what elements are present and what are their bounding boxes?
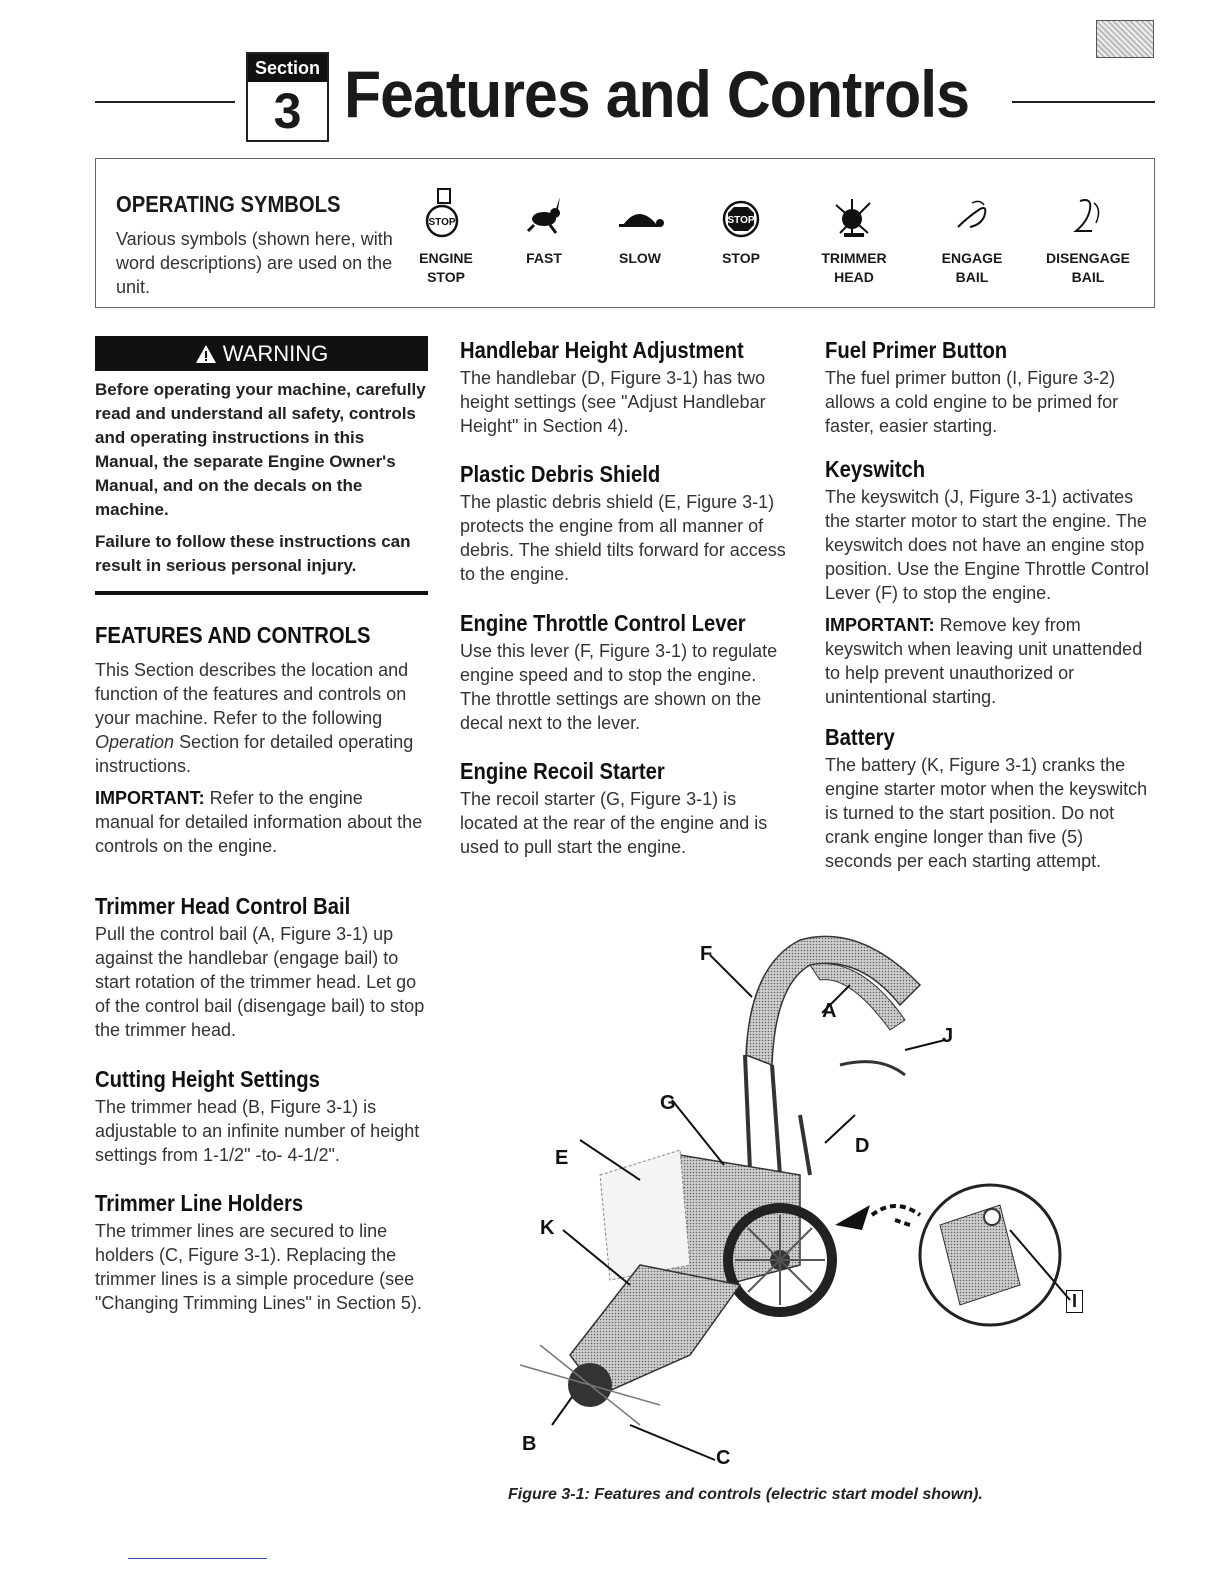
battery-text: The battery (K, Figure 3-1) cranks the engine starter motor when the keyswitch is turned to the start position. Do not crank engine longer than five (5) seconds per each starting attempt.: [825, 755, 1148, 871]
engage-bail-icon: [950, 187, 994, 243]
symbol-caption-line1: DISENGAGE: [1045, 250, 1130, 266]
svg-text:STOP: STOP: [428, 217, 456, 228]
section-number: 3: [273, 83, 302, 139]
page-title: Features and Controls: [344, 57, 970, 131]
stop-icon: [719, 187, 763, 243]
features-intro-text-a: This Section describes the location and function of the features and controls on your machine. Refer to the following: [95, 660, 409, 728]
features-intro-text-b: Section for detailed operating instructions.: [95, 732, 414, 776]
features-intro-emphasis: Operation: [95, 732, 175, 752]
features-heading: FEATURES AND CONTROLS: [95, 622, 371, 648]
trimmer-head-icon: [830, 187, 878, 243]
trimmer-line-holders-title: Trimmer Line Holders: [95, 1190, 304, 1216]
warning-header: [95, 336, 428, 371]
symbol-caption-line1: TRIMMER: [821, 250, 887, 266]
turtle-icon: [615, 187, 665, 243]
handlebar-height-title: Handlebar Height Adjustment: [460, 337, 744, 363]
section-badge: [246, 52, 329, 142]
callout-f: F: [700, 943, 713, 965]
callout-e: E: [555, 1147, 569, 1169]
warning-paragraph-1: Before operating your machine, carefully read and understand all safety, controls and operating instructions in this Manual, the separate Engine Owner's Manual, and on the decals on the machine.: [95, 380, 426, 519]
throttle-lever-title: Engine Throttle Control Lever: [460, 610, 746, 636]
operating-symbols-description: Various symbols (shown here, with word descriptions) are used on the unit.: [116, 229, 393, 297]
operating-symbols-title: OPERATING SYMBOLS: [116, 191, 341, 217]
trimmer-head-control-bail-title: Trimmer Head Control Bail: [95, 893, 351, 919]
symbol-caption-line1: ENGAGE: [941, 250, 1003, 266]
battery-title: Battery: [825, 724, 895, 750]
symbol-engine-stop: [396, 187, 496, 287]
trimmer-head-control-bail-text: Pull the control bail (A, Figure 3-1) up against the handlebar (engage bail) to start rotation of the trimmer head. Let go of the control bail (disengage bail) to stop the trimmer head.: [95, 924, 425, 1040]
symbol-caption-line2: HEAD: [834, 269, 874, 285]
trimmer-line-holders-text: The trimmer lines are secured to line holders (C, Figure 3-1). Replacing the trimmer lines is a simple procedure (see "Changing Trimming Lines" in Section 5).: [95, 1221, 422, 1313]
warning-label: WARNING: [222, 341, 329, 366]
keyswitch-important-text: Remove key from keyswitch when leaving unit unattended to help prevent unauthorized or unintentional starting.: [825, 615, 1143, 707]
symbol-caption-line2: BAIL: [955, 269, 989, 285]
handlebar-height-text: The handlebar (D, Figure 3-1) has two height settings (see "Adjust Handlebar Height" in Section 4).: [460, 368, 766, 436]
callout-j: J: [942, 1025, 954, 1047]
symbol-caption-line1: STOP: [722, 250, 760, 266]
callout-d: D: [855, 1135, 870, 1157]
cutting-height-text: The trimmer head (B, Figure 3-1) is adjustable to an infinite number of height settings from 1-1/2" -to- 4-1/2".: [95, 1097, 420, 1165]
debris-shield-title: Plastic Debris Shield: [460, 461, 661, 487]
features-intro: [95, 658, 425, 866]
svg-text:STOP: STOP: [727, 215, 755, 226]
warning-divider: [95, 591, 428, 595]
recoil-starter-text: The recoil starter (G, Figure 3-1) is located at the rear of the engine and is used to pull start the engine.: [460, 789, 768, 857]
cutting-height-title: Cutting Height Settings: [95, 1066, 320, 1092]
footer-rule: [128, 1558, 267, 1559]
figure-3-1: [500, 925, 1120, 1480]
string-trimmer-illustration: [500, 925, 1120, 1480]
fuel-primer-title: Fuel Primer Button: [825, 337, 1008, 363]
debris-shield-text: The plastic debris shield (E, Figure 3-1) protects the engine from all manner of debris. The shield tilts forward for access to the engine.: [460, 492, 786, 584]
title-rule-right: [1012, 101, 1155, 103]
keyswitch-text: The keyswitch (J, Figure 3-1) activates the starter motor to start the engine. The keyswitch does not have an engine stop position. Use the Engine Throttle Control Lever (F) to stop the engine.: [825, 487, 1149, 603]
rabbit-icon: [522, 187, 566, 243]
engine-stop-icon: [424, 187, 468, 243]
symbol-caption-line1: ENGINE: [419, 250, 473, 266]
symbol-stop: [691, 187, 791, 268]
symbol-disengage-bail: [1038, 187, 1138, 287]
operating-symbols-panel: [95, 158, 1155, 308]
page-corner-marker: [1096, 20, 1154, 58]
figure-caption: Figure 3-1: Features and controls (electric start model shown).: [508, 1486, 983, 1503]
symbol-engage-bail: [922, 187, 1022, 287]
title-rule-left: [95, 101, 235, 103]
features-important-text: Refer to the engine manual for detailed information about the controls on the engine.: [95, 788, 423, 856]
symbol-caption-line2: BAIL: [1071, 269, 1105, 285]
callout-k: K: [540, 1217, 555, 1239]
symbol-slow: [590, 187, 690, 268]
keyswitch-title: Keyswitch: [825, 456, 926, 482]
warning-triangle-icon: [195, 344, 217, 364]
keyswitch-important-label: IMPORTANT:: [825, 615, 935, 635]
warning-text: [95, 378, 428, 586]
recoil-starter-title: Engine Recoil Starter: [460, 758, 665, 784]
callout-c: C: [716, 1447, 731, 1469]
features-important-label: IMPORTANT:: [95, 788, 205, 808]
warning-paragraph-2: Failure to follow these instructions can result in serious personal injury.: [95, 532, 411, 575]
symbol-trimmer-head: [804, 187, 904, 287]
callout-i: I: [1066, 1290, 1083, 1313]
symbol-fast: [494, 187, 594, 268]
fuel-primer-text: The fuel primer button (I, Figure 3-2) allows a cold engine to be primed for faster, easier starting.: [825, 368, 1119, 436]
callout-g: G: [660, 1092, 676, 1114]
symbol-caption-line2: STOP: [427, 269, 465, 285]
symbol-caption-line1: FAST: [526, 250, 562, 266]
symbol-caption-line1: SLOW: [619, 250, 661, 266]
callout-a: A: [822, 1000, 837, 1022]
callout-b: B: [522, 1433, 537, 1455]
disengage-bail-icon: [1066, 187, 1110, 243]
section-label: Section: [248, 54, 327, 82]
keyswitch-body: [825, 485, 1155, 717]
throttle-lever-text: Use this lever (F, Figure 3-1) to regulate engine speed and to stop the engine. The throttle settings are shown on the decal next to the lever.: [460, 641, 778, 733]
